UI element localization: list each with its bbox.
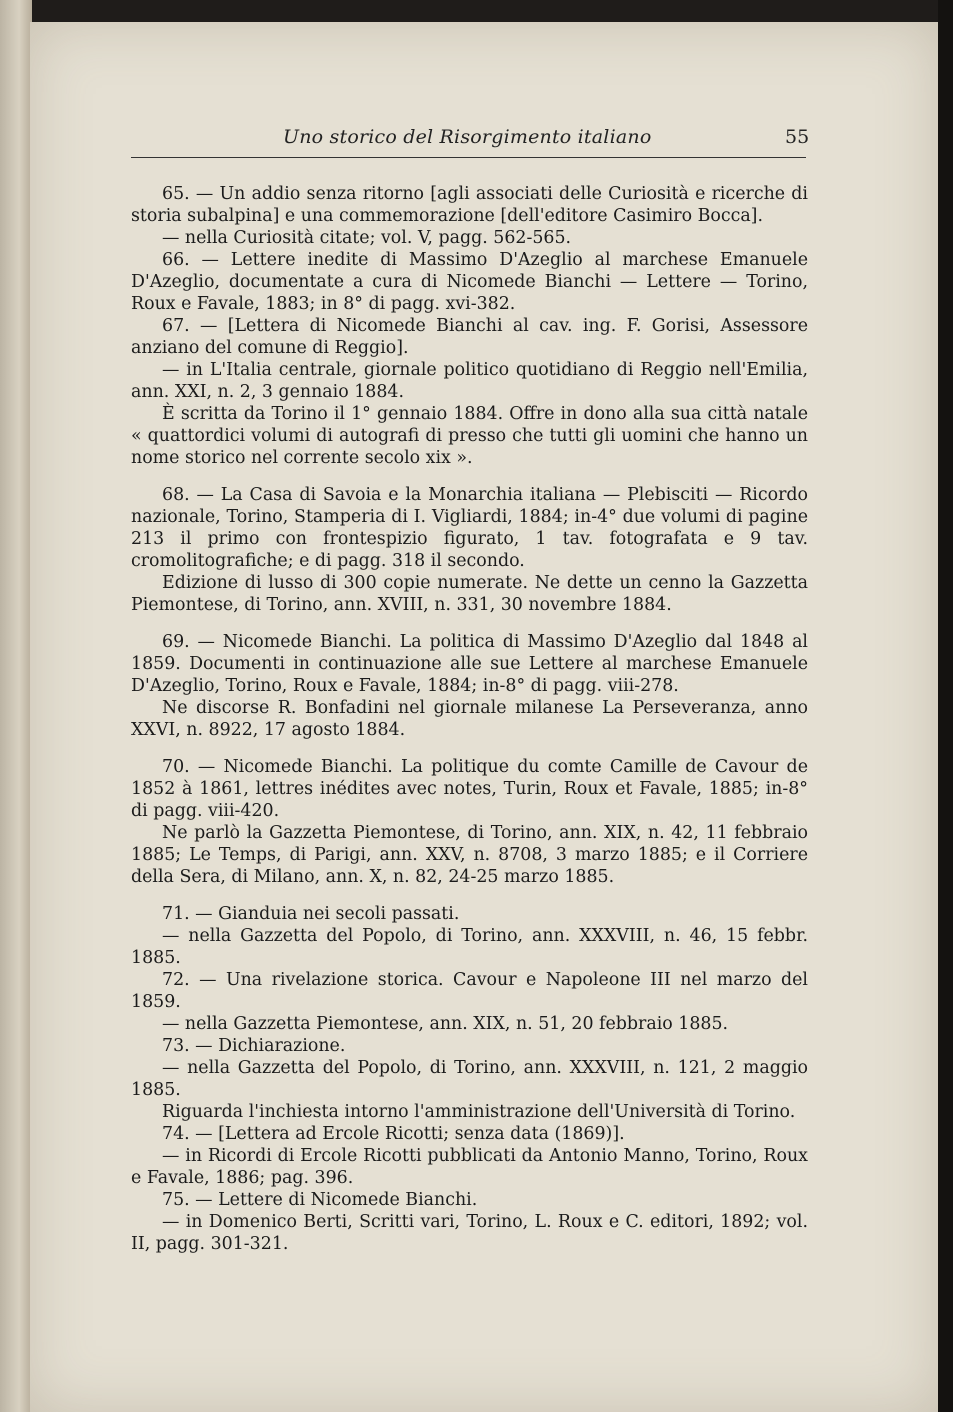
bibliography-entry-69	[131, 631, 808, 741]
bibliography-entry-70	[131, 756, 808, 888]
running-head: Uno storico del Risorgimento italiano	[283, 126, 652, 148]
entry-note: Ne discorse R. Bonfadini nel giornale milanese La Perseveranza, anno XXVI, n. 8922, 17 agosto 1884.	[131, 698, 808, 740]
entry-line: 68. — La Casa di Savoia e la Monarchia italiana — Plebisciti — Ricordo nazionale, Torino, Stamperia di I. Vigliardi, 1884; in-4° due volumi di pagine 213 il primo con frontespizio figurato, 1 tav. fotografata e 9 tav. cromolitografiche; e di pagg. 318 il secondo.	[131, 485, 808, 571]
bibliography-entry-65	[131, 183, 808, 249]
book-gutter	[0, 0, 32, 1412]
entry-note: Ne parlò la Gazzetta Piemontese, di Torino, ann. XIX, n. 42, 11 febbraio 1885; Le Temps, di Parigi, ann. XXV, n. 8708, 3 marzo 1885; e il Corriere della Sera, di Milano, ann. X, n. 82, 24-25 marzo 1885.	[131, 823, 808, 887]
entry-line: — nella Gazzetta del Popolo, di Torino, ann. XXXVIII, n. 121, 2 maggio 1885.	[131, 1058, 808, 1100]
bibliography-entry-68	[131, 484, 808, 616]
page-edge-shadow	[938, 0, 953, 1412]
entry-line: — in Ricordi di Ercole Ricotti pubblicati da Antonio Manno, Torino, Roux e Favale, 1886; pag. 396.	[131, 1146, 808, 1188]
entry-line: 72. — Una rivelazione storica. Cavour e Napoleone III nel marzo del 1859.	[131, 970, 808, 1012]
entry-note: È scritta da Torino il 1° gennaio 1884. Offre in dono alla sua città natale « quattordici volumi di autografi di presso che tutti gli uomini che hanno un nome storico nel corrente secolo xix ».	[131, 404, 808, 468]
entry-line: 70. — Nicomede Bianchi. La politique du comte Camille de Cavour de 1852 à 1861, lettres inédites avec notes, Turin, Roux et Favale, 1885; in-8° di pagg. viii-420.	[131, 757, 808, 821]
entry-line: — nella Gazzetta del Popolo, di Torino, ann. XXXVIII, n. 46, 15 febbr. 1885.	[131, 926, 808, 968]
bibliography-entry-67	[131, 315, 808, 469]
entry-line: 71. — Gianduia nei secoli passati.	[162, 904, 460, 924]
entry-line: 67. — [Lettera di Nicomede Bianchi al cav. ing. F. Gorisi, Assessore anziano del comune di Reggio].	[131, 316, 808, 358]
entry-line: — in L'Italia centrale, giornale politico quotidiano di Reggio nell'Emilia, ann. XXI, n. 2, 3 gennaio 1884.	[131, 360, 808, 402]
header-rule	[131, 157, 806, 158]
spacer	[131, 888, 808, 903]
entry-line: — nella Curiosità citate; vol. V, pagg. 562-565.	[162, 228, 572, 248]
entry-line: 66. — Lettere inedite di Massimo D'Azeglio al marchese Emanuele D'Azeglio, documentate a cura di Nicomede Bianchi — Lettere — Torino, Roux e Favale, 1883; in 8° di pagg. xvi-382.	[131, 250, 808, 314]
spacer	[131, 741, 808, 756]
bibliography-body	[131, 183, 808, 1255]
entry-line: 73. — Dichiarazione.	[162, 1036, 346, 1056]
entry-note: Edizione di lusso di 300 copie numerate. Ne dette un cenno la Gazzetta Piemontese, di Torino, ann. XVIII, n. 331, 30 novembre 1884.	[131, 573, 808, 615]
bibliography-entry-66	[131, 249, 808, 315]
page-number: 55	[785, 126, 810, 148]
entry-line: 65. — Un addio senza ritorno [agli associati delle Curiosità e ricerche di storia subalpina] e una commemorazione [dell'editore Casimiro Bocca].	[131, 184, 808, 226]
bibliography-entries-71-75	[131, 903, 808, 1255]
entry-line: 75. — Lettere di Nicomede Bianchi.	[162, 1190, 478, 1210]
entry-line: Riguarda l'inchiesta intorno l'amministrazione dell'Università di Torino.	[162, 1102, 796, 1122]
spacer	[131, 616, 808, 631]
spacer	[131, 469, 808, 484]
entry-line: — nella Gazzetta Piemontese, ann. XIX, n. 51, 20 febbraio 1885.	[162, 1014, 729, 1034]
entry-line: 69. — Nicomede Bianchi. La politica di Massimo D'Azeglio dal 1848 al 1859. Documenti in continuazione alle sue Lettere al marchese Emanuele D'Azeglio, Torino, Roux e Favale, 1884; in-8° di pagg. viii-278.	[131, 632, 808, 696]
entry-line: — in Domenico Berti, Scritti vari, Torino, L. Roux e C. editori, 1892; vol. II, pagg. 301-321.	[131, 1212, 808, 1254]
entry-line: 74. — [Lettera ad Ercole Ricotti; senza data (1869)].	[162, 1124, 625, 1144]
